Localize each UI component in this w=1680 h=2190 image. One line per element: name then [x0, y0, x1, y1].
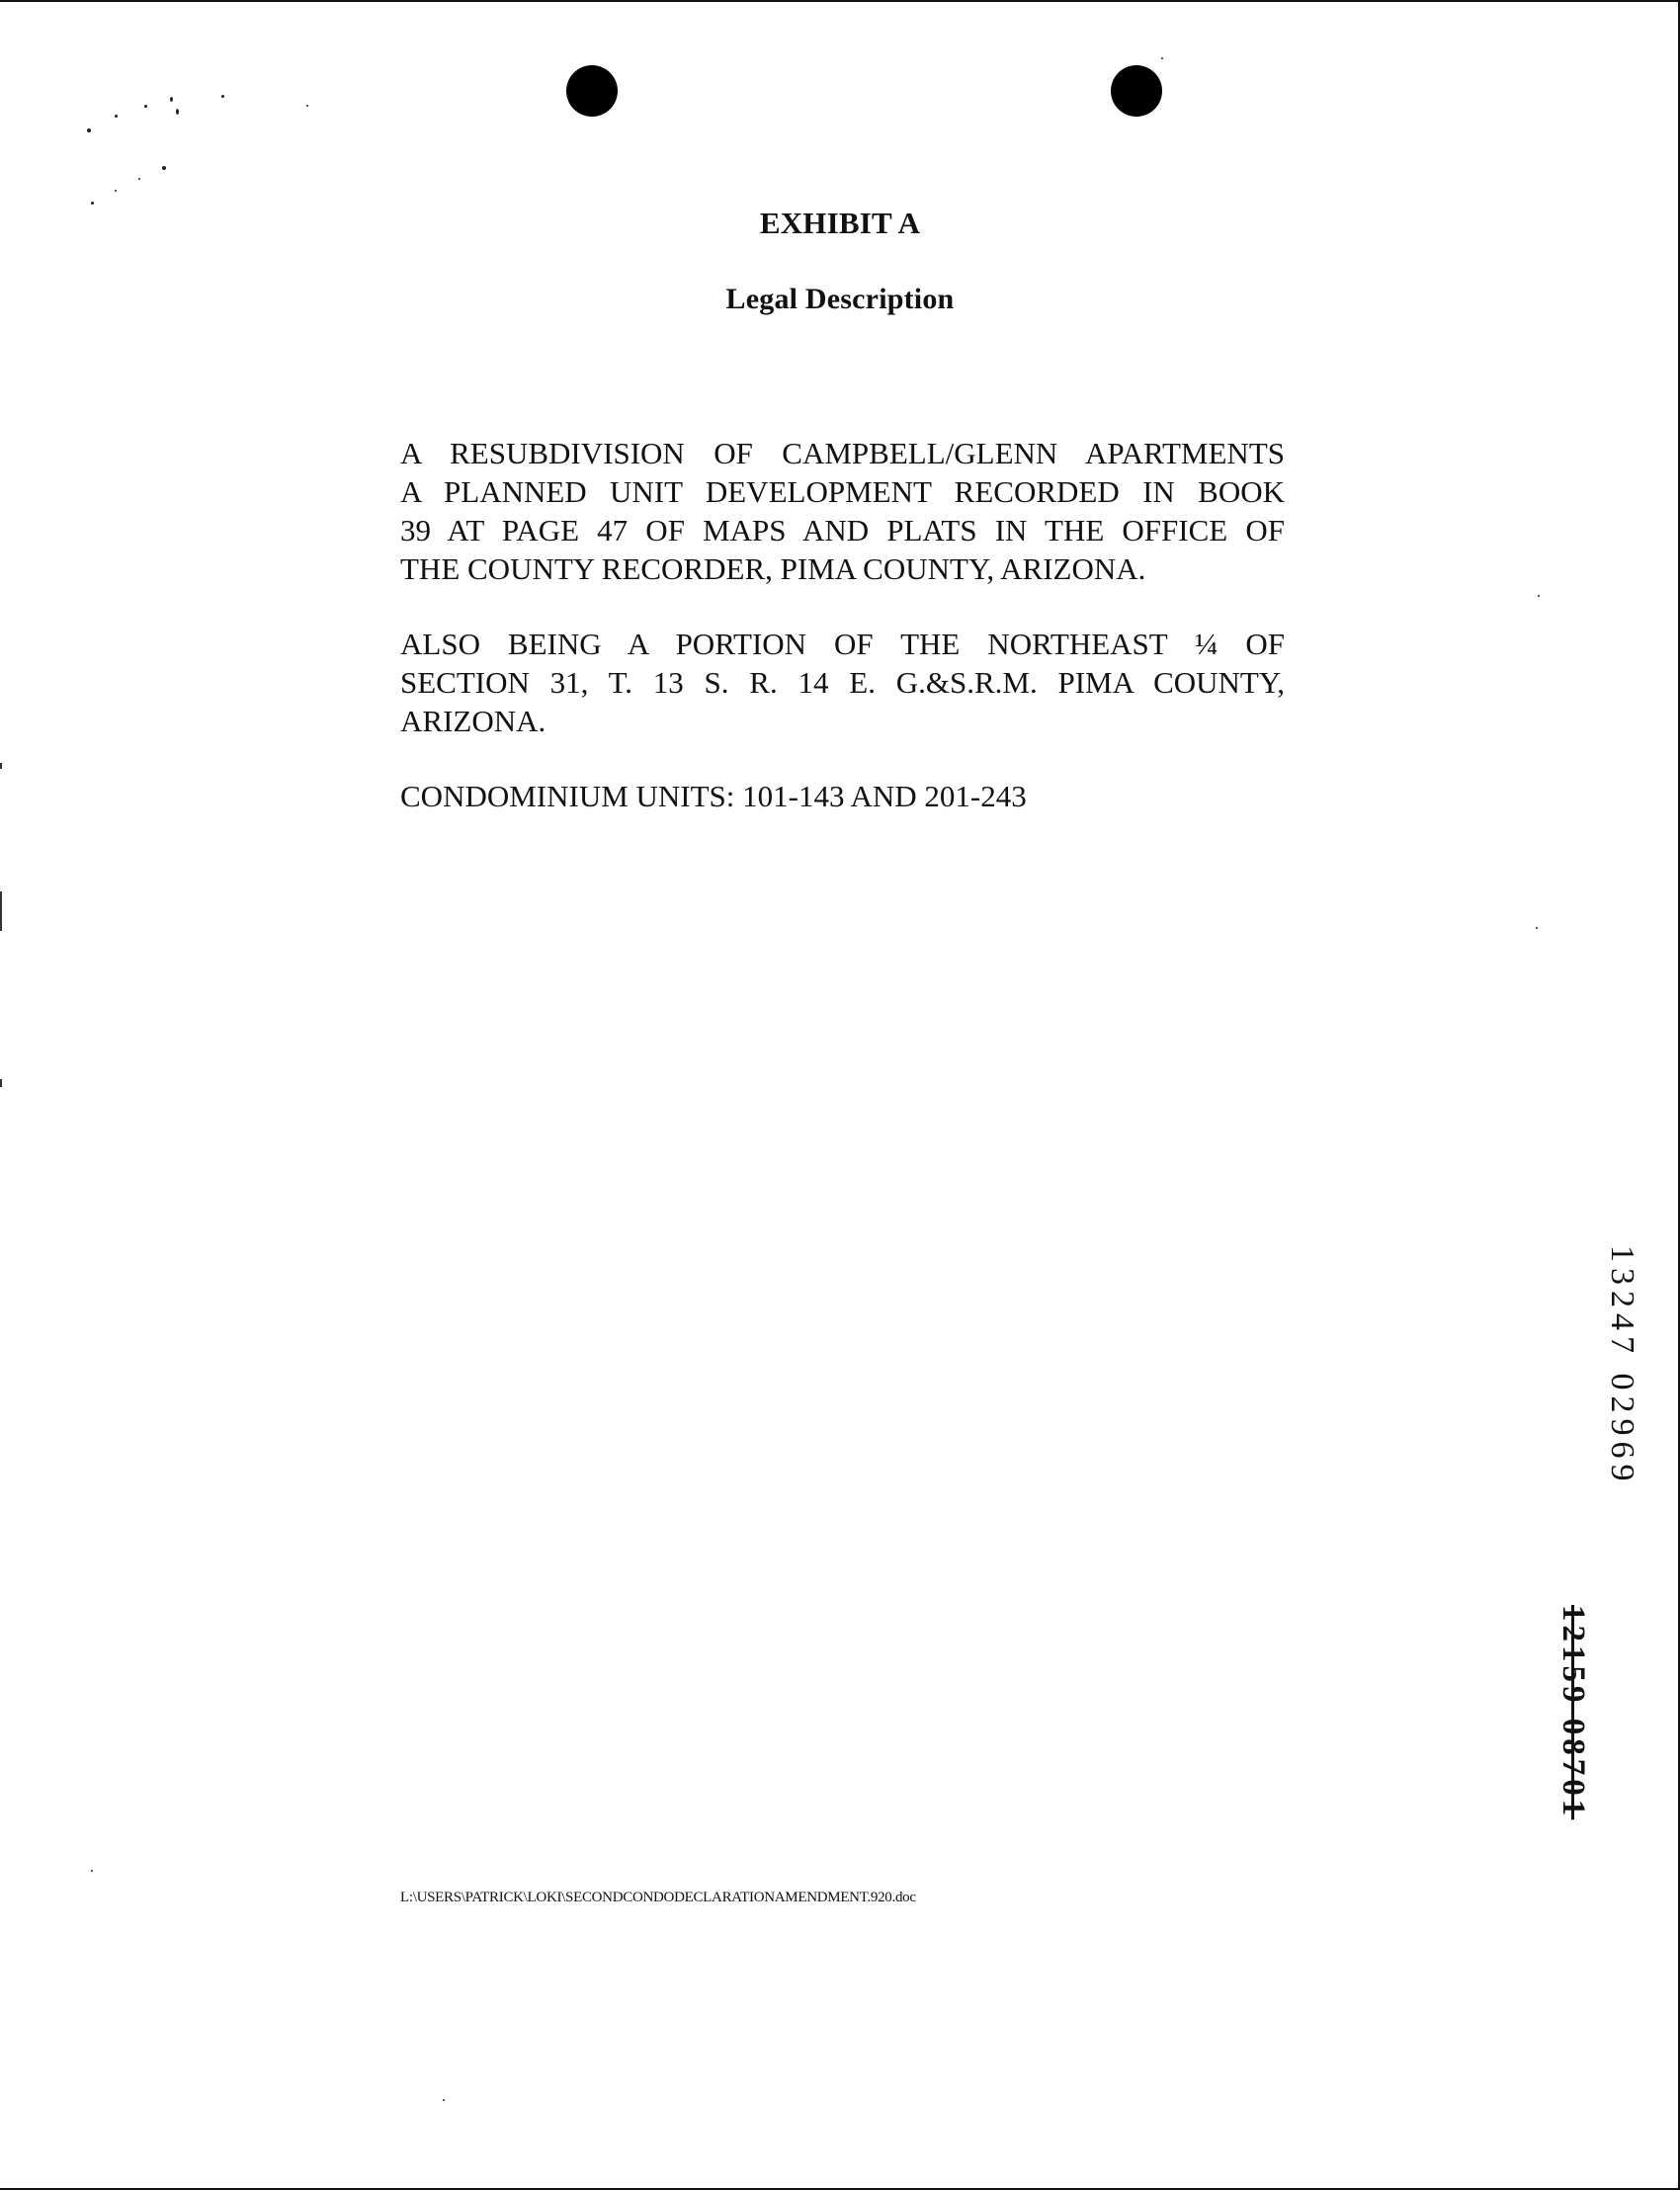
left-edge-mark	[0, 763, 2, 769]
recording-number-stamp: 13247 02969	[1604, 1245, 1640, 1487]
left-edge-mark	[0, 891, 2, 931]
legal-description-body	[400, 434, 1285, 852]
document-subtitle: Legal Description	[725, 283, 955, 315]
exhibit-title: EXHIBIT A	[759, 206, 921, 240]
text-line: A PLANNED UNIT DEVELOPMENT RECORDED IN BOOK	[400, 474, 1285, 509]
left-edge-mark	[0, 1079, 2, 1087]
paragraph-resubdivision	[400, 434, 1285, 588]
text-line: ARIZONA.	[400, 704, 546, 738]
paragraph-condominium-units	[400, 777, 1285, 815]
text-line: SECTION 31, T. 13 S. R. 14 E. G.&S.R.M. PIMA COUNTY,	[400, 665, 1285, 700]
punch-hole-right	[1111, 65, 1162, 117]
paragraph-portion	[400, 625, 1285, 740]
footer-file-path: L:\USERS\PATRICK\LOKI\SECONDCONDODECLARATIONAMENDMENT.920.doc	[400, 1890, 916, 1905]
punch-hole-left	[566, 65, 618, 117]
text-line: ALSO BEING A PORTION OF THE NORTHEAST ¼ OF	[400, 627, 1285, 661]
text-line: A RESUBDIVISION OF CAMPBELL/GLENN APARTMENTS	[400, 436, 1285, 470]
text-line: 39 AT PAGE 47 OF MAPS AND PLATS IN THE OFFICE OF	[400, 513, 1285, 548]
text-line: CONDOMINIUM UNITS: 101-143 AND 201-243	[400, 779, 1027, 813]
struck-number-stamp: 12159 08701	[1555, 1605, 1591, 1820]
text-line: THE COUNTY RECORDER, PIMA COUNTY, ARIZONA.	[400, 551, 1146, 586]
